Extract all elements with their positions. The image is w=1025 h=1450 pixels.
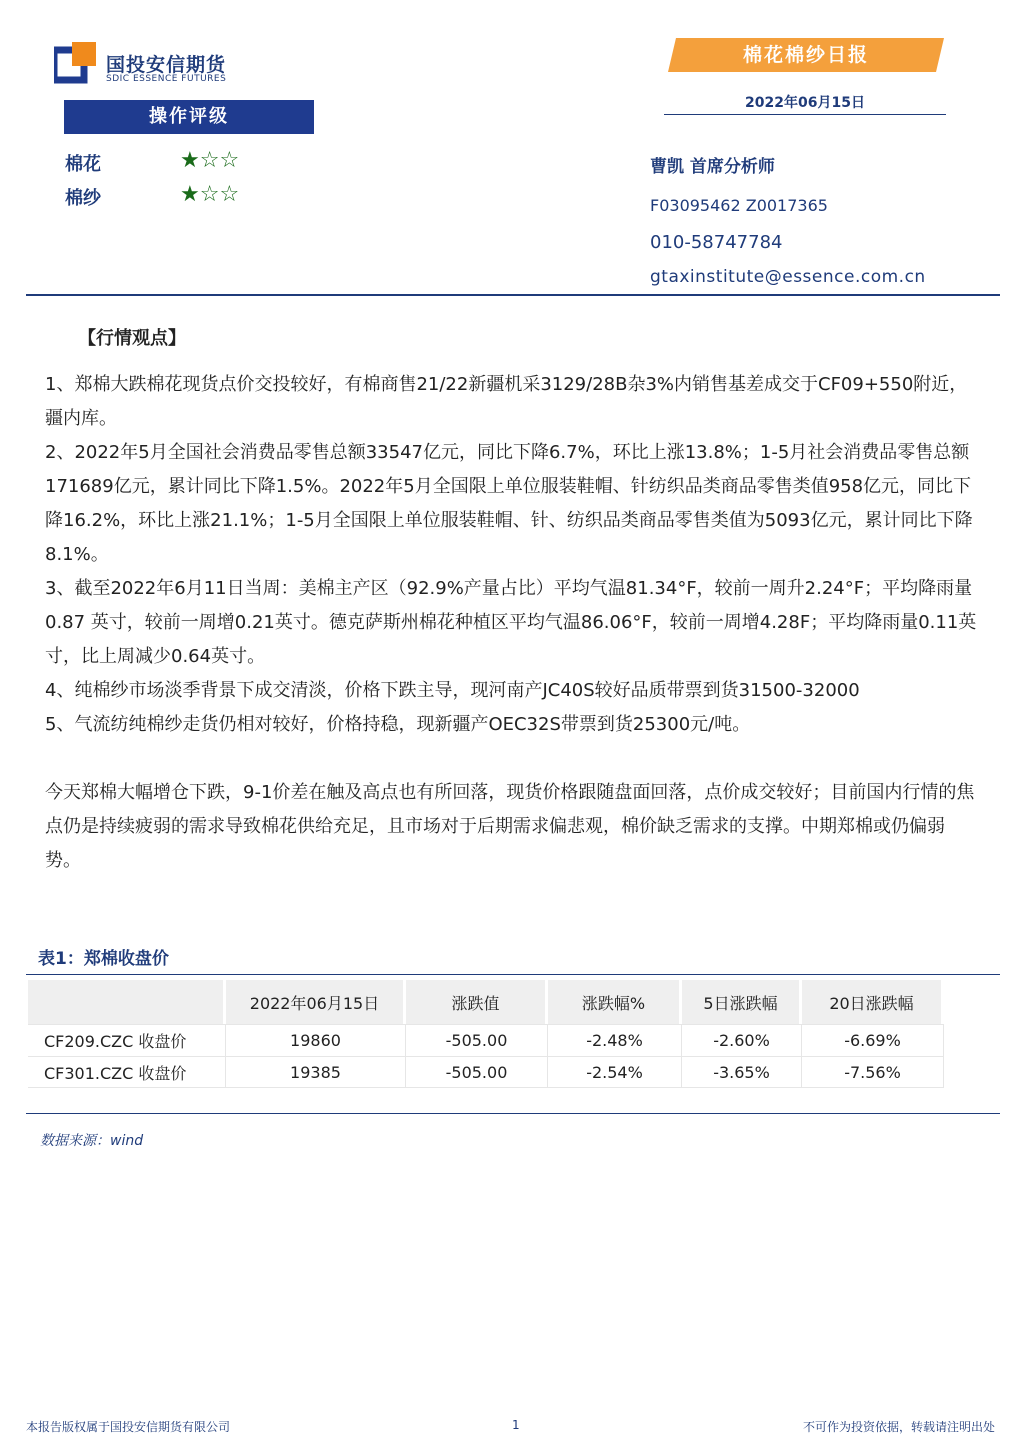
report-date: 2022年06月15日 [745, 95, 865, 111]
table-cell: -505.00 [406, 1056, 548, 1088]
market-view-item: 4、纯棉纱市场淡季背景下成交清淡，价格下跌主导，现河南产JC40S较好品质带票到货31500-32000 [45, 680, 860, 701]
footer-copyright: 本报告版权属于国投安信期货有限公司 [26, 1420, 231, 1434]
logo-mark-icon [54, 42, 98, 86]
analyst-certificate: F03095462 Z0017365 [650, 196, 828, 215]
rating-row-yarn [65, 184, 325, 210]
table-row [28, 1024, 944, 1056]
table-header-cell: 涨跌幅% [548, 980, 682, 1024]
star-rating-icon: ★☆☆ [180, 148, 240, 173]
rating-row-cotton [65, 150, 325, 176]
rating-name: 棉纱 [65, 188, 101, 209]
table-cell: -2.54% [548, 1056, 682, 1088]
table-cell: -3.65% [682, 1056, 802, 1088]
market-view-item: 5、气流纺纯棉纱走货仍相对较好，价格持稳，现新疆产OEC32S带票到货25300元/吨。 [45, 714, 751, 735]
table-cell: -2.48% [548, 1024, 682, 1056]
company-logo [54, 42, 314, 90]
paragraph-gap [45, 742, 980, 776]
table-header-cell: 20日涨跌幅 [802, 980, 944, 1024]
analyst-phone: 010-58747784 [650, 232, 783, 253]
table-row [28, 1056, 944, 1088]
table-top-divider [26, 974, 1000, 975]
rating-name: 棉花 [65, 154, 101, 175]
market-summary: 今天郑棉大幅增仓下跌，9-1价差在触及高点也有所回落，现货价格跟随盘面回落，点价成交较好；目前国内行情的焦点仍是持续疲弱的需求导致棉花供给充足，且市场对于后期需求偏悲观，棉价缺乏需求的支撑。中期郑棉或仍偏弱势。 [45, 782, 975, 871]
page-number: 1 [512, 1418, 520, 1432]
table-header-cell [28, 980, 226, 1024]
table-cell: -505.00 [406, 1024, 548, 1056]
report-title-banner [668, 38, 944, 72]
closing-price-table [28, 980, 944, 1088]
star-rating-icon: ★☆☆ [180, 182, 240, 207]
table-header-row [28, 980, 944, 1024]
market-view-item: 1、郑棉大跌棉花现货点价交投较好，有棉商售21/22新疆机采3129/28B杂3%内销售基差成交于CF09+550附近，疆内库。 [45, 374, 968, 429]
section-title: 【行情观点】 [78, 328, 186, 349]
table-header-cell: 2022年06月15日 [226, 980, 406, 1024]
market-view-item: 3、截至2022年6月11日当周：美棉主产区（92.9%产量占比）平均气温81.34°F，较前一周升2.24°F；平均降雨量0.87 英寸，较前一周增0.21英寸。德克萨斯州棉花种植区平均气温86.06°F，较前一周增4.28F；平均降雨量0.11英寸，比上周减少0.64英寸。 [45, 578, 977, 667]
analyst-name: 曹凯 首席分析师 [650, 157, 775, 177]
table-cell: 19860 [226, 1024, 406, 1056]
table-cell: -6.69% [802, 1024, 944, 1056]
report-title: 棉花棉纱日报 [742, 44, 869, 66]
table-title: 表1：郑棉收盘价 [38, 949, 169, 969]
market-view-item: 2、2022年5月全国社会消费品零售总额33547亿元，同比下降6.7%，环比上涨13.8%；1-5月社会消费品零售总额171689亿元，累计同比下降1.5%。2022年5月全国限上单位服装鞋帽、针纺织品类商品零售类值958亿元，同比下降16.2%，环比上涨21.1%；1-5月全国限上单位服装鞋帽、针、纺织品类商品零售类值为5093亿元，累计同比下降8.1%。 [45, 442, 973, 565]
table-cell: 19385 [226, 1056, 406, 1088]
table-cell: CF209.CZC 收盘价 [28, 1024, 226, 1056]
data-source: 数据来源：wind [40, 1133, 144, 1149]
table-cell: -2.60% [682, 1024, 802, 1056]
rating-title-bar: 操作评级 [64, 100, 314, 134]
header-divider [26, 294, 1000, 296]
table-header-cell: 5日涨跌幅 [682, 980, 802, 1024]
logo-english-name: SDIC ESSENCE FUTURES [106, 74, 227, 84]
date-divider [664, 114, 946, 115]
table-cell: CF301.CZC 收盘价 [28, 1056, 226, 1088]
logo-chinese-name: 国投安信期货 [106, 54, 227, 76]
market-view-content [45, 368, 980, 878]
footer-disclaimer: 不可作为投资依据，转载请注明出处 [802, 1420, 995, 1434]
table-header-cell: 涨跌值 [406, 980, 548, 1024]
table-cell: -7.56% [802, 1056, 944, 1088]
table-bottom-divider [26, 1113, 1000, 1114]
analyst-email[interactable]: gtaxinstitute@essence.com.cn [650, 267, 926, 287]
